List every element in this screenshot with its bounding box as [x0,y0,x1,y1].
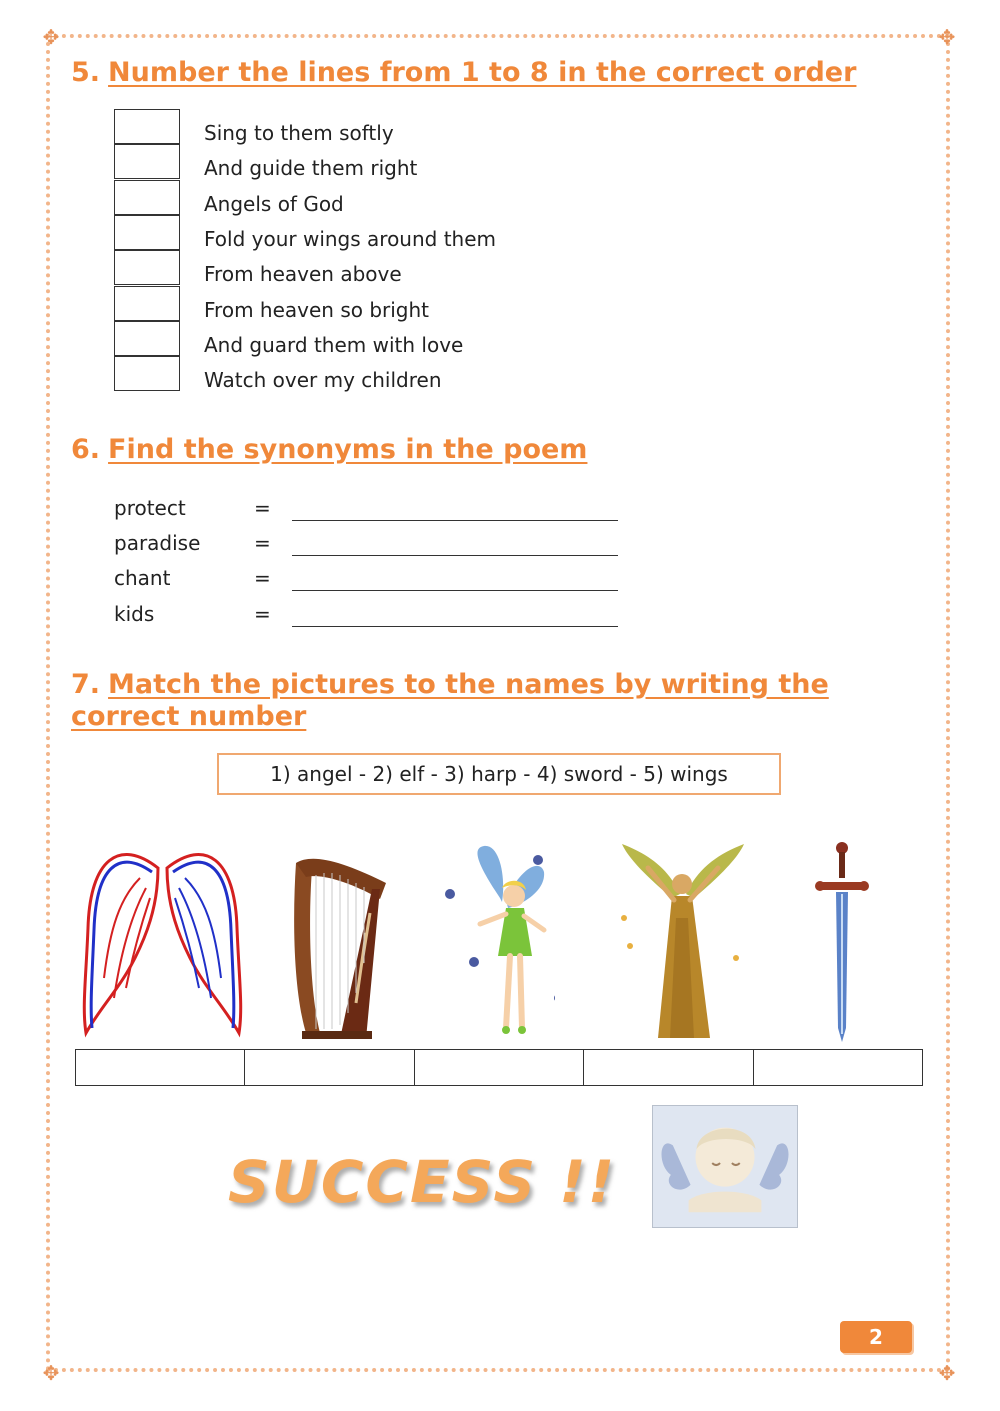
section-7-heading-line2 [71,701,306,733]
word-bank: 1) angel - 2) elf - 3) harp - 4) sword - 5) wings [217,753,781,795]
order-number-box[interactable] [114,215,180,250]
answer-table [75,1049,923,1086]
synonym-word: protect [114,496,186,520]
order-row [114,109,714,144]
order-number-box[interactable] [114,321,180,356]
answer-cell[interactable] [76,1050,245,1086]
corner-ornament-icon: ✥ [42,1361,60,1385]
order-number-box[interactable] [114,356,180,391]
equals-sign: = [254,531,271,555]
section-title: Match the pictures to the names by writing the [108,669,829,700]
synonym-word: chant [114,566,171,590]
sword-icon [812,838,872,1048]
order-row [114,144,714,179]
section-number: 7. [71,669,101,700]
order-number-box[interactable] [114,286,180,321]
order-row [114,250,714,285]
order-number-box[interactable] [114,180,180,215]
section-5-heading [71,57,856,89]
section-number: 5. [71,57,101,88]
synonym-word: paradise [114,531,201,555]
answer-line[interactable] [292,555,618,556]
corner-ornament-icon: ✥ [42,25,60,49]
order-row [114,356,714,391]
section-title: Find the synonyms in the poem [108,434,588,465]
answer-cell[interactable] [245,1050,414,1086]
fairy-elf-icon [440,838,555,1048]
synonym-row [114,496,634,532]
order-number-box[interactable] [114,144,180,179]
poem-line: And guard them with love [204,333,464,357]
section-title: correct number [71,701,307,732]
poem-line: From heaven above [204,262,402,286]
synonym-word: kids [114,602,155,626]
order-row [114,180,714,215]
success-banner: SUCCESS !! [228,1148,617,1216]
order-number-box[interactable] [114,109,180,144]
answer-line[interactable] [292,626,618,627]
equals-sign: = [254,602,271,626]
corner-ornament-icon: ✥ [938,25,956,49]
angel-icon [618,838,748,1048]
answer-cell[interactable] [414,1050,583,1086]
poem-line: And guide them right [204,156,418,180]
wings-icon [80,838,245,1048]
order-row [114,215,714,250]
harp-icon [282,838,392,1048]
page-number-badge: 2 [840,1321,912,1353]
order-row [114,286,714,321]
equals-sign: = [254,566,271,590]
synonym-row [114,531,634,567]
poem-line: Watch over my children [204,368,442,392]
section-number: 6. [71,434,101,465]
poem-line: From heaven so bright [204,298,430,322]
answer-cell[interactable] [584,1050,753,1086]
answer-line[interactable] [292,590,618,591]
answer-line[interactable] [292,520,618,521]
order-number-box[interactable] [114,250,180,285]
section-title: Number the lines from 1 to 8 in the correct order [108,57,857,88]
poem-line: Sing to them softly [204,121,394,145]
answer-cell[interactable] [753,1050,922,1086]
corner-ornament-icon: ✥ [938,1361,956,1385]
synonym-row [114,566,634,602]
cherub-icon [652,1105,798,1228]
synonym-row [114,602,634,638]
equals-sign: = [254,496,271,520]
poem-line: Fold your wings around them [204,227,497,251]
order-row [114,321,714,356]
poem-line: Angels of God [204,192,344,216]
section-7-heading [71,669,829,701]
section-6-heading [71,434,587,466]
